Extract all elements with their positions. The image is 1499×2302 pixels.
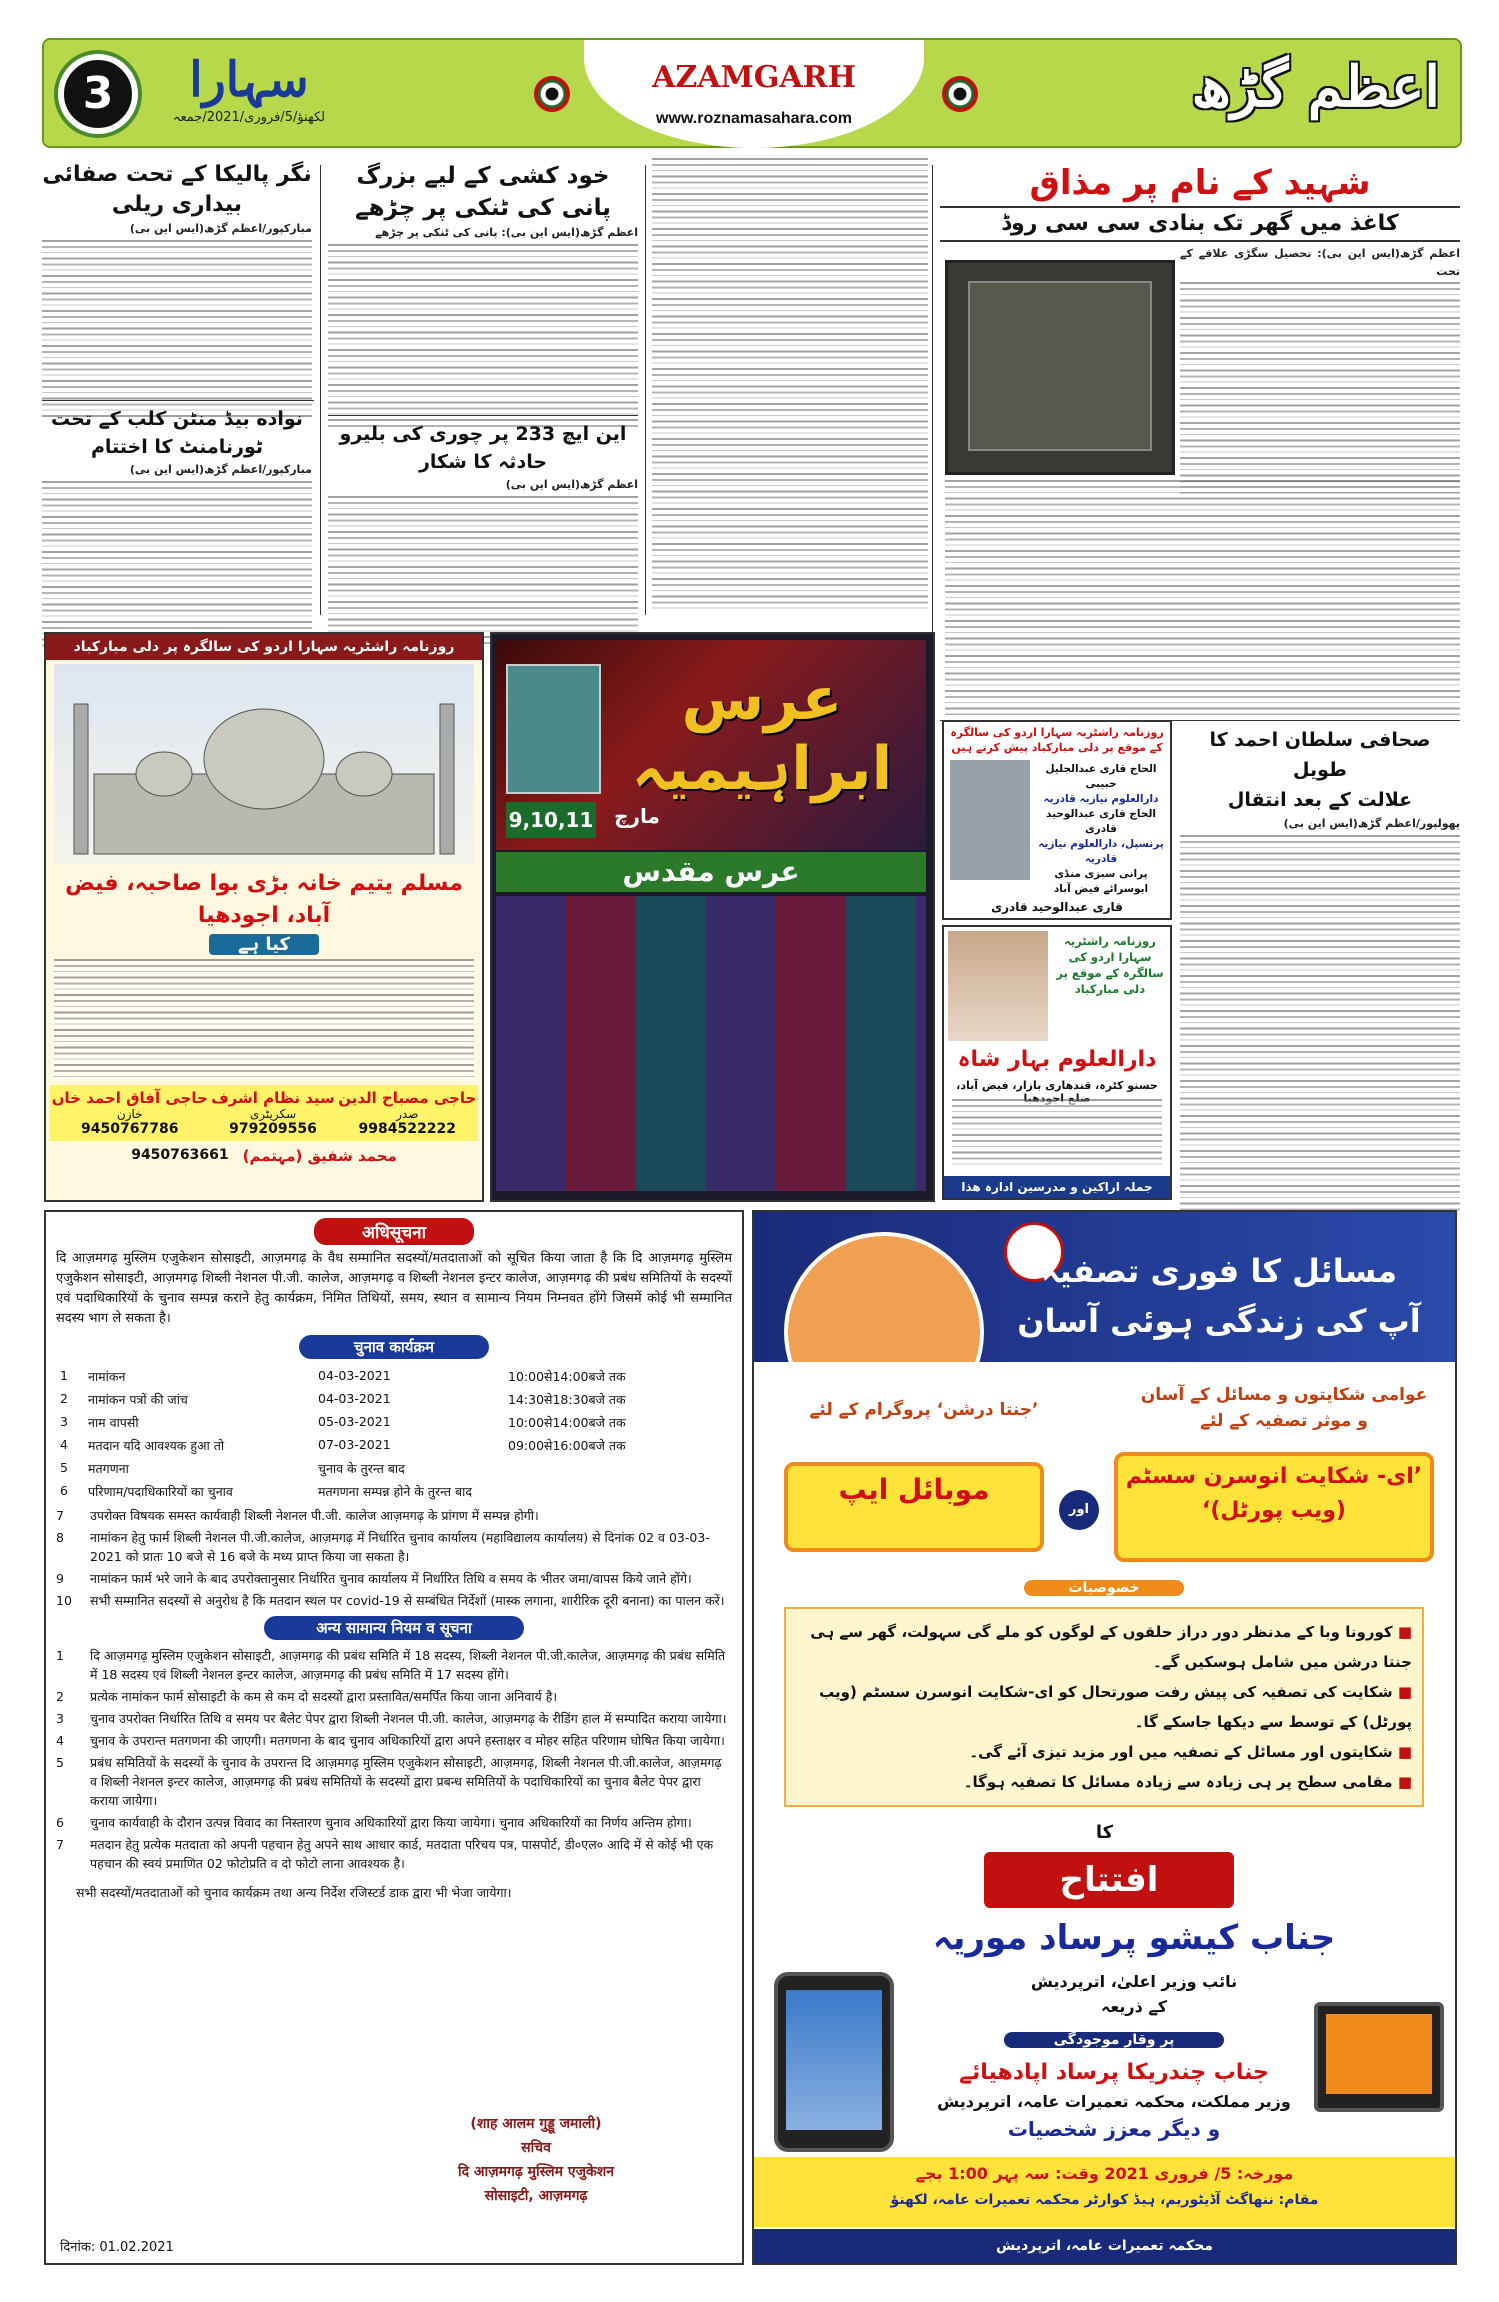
- website-link[interactable]: www.roznamasahara.com: [656, 110, 852, 127]
- schedule-row: [56, 1365, 726, 1388]
- headline: نگر پالیکا کے تحت صفائی بیداری ریلی: [42, 162, 312, 217]
- point-number: 7: [56, 1837, 64, 1852]
- schedule-n: 4: [60, 1437, 68, 1452]
- point-text: प्रबंध समितियों के सदस्यों के चुनाव के उपरान्त दि आज़मगढ़ मुस्लिम एजुकेशन सोसाइटी, आज़मगढ़, शिब्ली नेशनल पी.जी.कालेज, आज़मगढ़ व शिब्ली नेशनल इन्टर कालेज, आज़मगढ़ की प्रबंध समितियों के सदस्यों द्वारा प्रबन्ध समितियों के पदाधिकारियों का चुनाव बैलेट पेपर द्वारा कराया जायेगा।: [90, 1755, 722, 1808]
- dateline: اعظم گڑھ(ایس این بی): تحصیل سگڑی علاقے کے تحت: [1180, 247, 1460, 278]
- schedule-n: 3: [60, 1414, 68, 1429]
- wheel-icon: [942, 76, 978, 112]
- notice-title: अधिसूचना: [314, 1218, 474, 1245]
- article-journalist: [1180, 725, 1460, 1215]
- janta-darshan-caption: ’جنتا درشن‘ پروگرام کے لئے: [809, 1400, 1039, 1420]
- ad-government: [752, 1210, 1457, 2265]
- article-body: [328, 244, 638, 430]
- feature-item: [796, 1677, 1412, 1737]
- feature-item: [796, 1737, 1412, 1767]
- urs-subtitle: عرس مقدس: [496, 852, 926, 892]
- ad-address: حسنو کٹرہ، قندھاری بازار، فیض آباد،: [956, 1079, 1158, 1092]
- signature-block: (शाह आलम गुड्डू जमाली) सचिव दि आज़मगढ़ मुस्लिम एजुकेशन सोसाइटी, आज़मगढ़: [458, 2116, 614, 2204]
- column-divider: [320, 165, 321, 615]
- notice-closing: सभी सदस्यों/मतदाताओं को चुनाव कार्यक्रम तथा अन्य निर्देश रजिस्टर्ड डाक द्वारा भी भेजा जायेगा।: [76, 1885, 512, 1900]
- headline: شہید کے نام پر مذاق: [1029, 163, 1371, 203]
- schedule-row: [56, 1457, 726, 1480]
- schedule-n: 5: [60, 1460, 68, 1475]
- rules-title: अन्य सामान्य नियम व सूचना: [264, 1616, 524, 1640]
- schedule-date: चुनाव के तुरन्त बाद: [318, 1461, 405, 1476]
- numbered-point: [56, 1753, 732, 1810]
- phone-illustration: [774, 1972, 894, 2152]
- dateline: مبارکپور/اعظم گڑھ(ایس این بی): [129, 222, 312, 235]
- article-body: [1180, 282, 1460, 497]
- point-text: चुनाव कार्यवाही के दौरान उत्पन्न विवाद का निस्तारण चुनाव अधिकारियों द्वारा किया जायेगा। चुनाव अधिकारियों का निर्णय अन्तिम होगा।: [90, 1815, 692, 1830]
- point-text: प्रत्येक नामांकन फार्म सोसाइटी के कम से कम दो सदस्यों द्वारा प्रस्तावित/समर्पित किया जाना अनिवार्य है।: [90, 1689, 558, 1704]
- schedule-item: नामांकन पत्रों की जांच: [88, 1392, 188, 1407]
- ka-label: کا: [1095, 1822, 1114, 1843]
- divider: [42, 400, 314, 401]
- chief-guest-by: کے ذریعہ: [1100, 1997, 1168, 2016]
- ad-manager: محمد شفیق (مہتمم) 9450763661: [131, 1147, 397, 1165]
- ad-niyaziya: [942, 720, 1172, 920]
- city-name-english: AZAMGARH: [652, 60, 856, 95]
- ad-urs: [490, 632, 935, 1202]
- portrait-photo: [950, 760, 1030, 880]
- point-text: चुनाव उपरोक्त निर्धारित तिथि व समय पर बैलेट पेपर द्वारा शिब्ली नेशनल पी.जी. कालेज, आज़मगढ़ के रीडिंग हाल में सम्पादित कराया जायेगा।: [90, 1711, 727, 1726]
- schedule-n: 6: [60, 1483, 68, 1498]
- govt-headline-2: آپ کی زندگی ہوئی آسان: [1017, 1302, 1421, 1340]
- ad-sub: کیا ہے: [209, 934, 319, 955]
- dateline: اعظم گڑھ(ایس این بی): [505, 478, 638, 491]
- article-shaheed-body-2: [945, 480, 1460, 715]
- bullet-icon: ■: [1392, 1773, 1412, 1791]
- feature-text: شکایت کی تصفیہ کی پیش رفت صورتحال کو ای-شکایت انوسرن سسٹم (ویب پورٹل) کے توسط سے دیکھا جاسکے گا۔: [819, 1683, 1412, 1731]
- point-text: नामांकन हेतु फार्म शिब्ली नेशनल पी.जी.कालेज, आज़मगढ़ में निर्धारित चुनाव कार्यालय (महाविद्यालय कार्यालय) से दिनांक 02 व 03-03-2021 को प्रातः 10 बजे से 16 बजे के मध्य प्राप्त किया जा सकता है।: [90, 1530, 710, 1564]
- feature-text: کورونا وبا کے مدنظر دور دراز حلقوں کے لوگوں کو ملے گی سہولت، گھر سے ہی جنتا درشن میں شامل ہوسکیں گے۔: [810, 1623, 1412, 1671]
- headline-2: علالت کے بعد انتقال: [1227, 789, 1413, 811]
- notice-points: [46, 1506, 742, 1610]
- schedule-time: 10:00से14:00बजे तक: [508, 1369, 626, 1384]
- point-text: उपरोक्त विषयक समस्त कार्यवाही शिब्ली नेशनल पी.जी. कालेज आज़मगढ़ के प्रांगण में सम्पन्न होगी।: [90, 1508, 539, 1523]
- ad-bahar-name: دارالعلوم بہار شاہ: [957, 1047, 1157, 1072]
- schedule-date: 07-03-2021: [318, 1437, 391, 1452]
- govt-footer: محکمہ تعمیرات عامہ، اترپردیش: [754, 2229, 1455, 2263]
- schedule-time: 14:30से18:30बजे तक: [508, 1392, 626, 1407]
- schedule-time: 09:00से16:00बजे तक: [508, 1438, 626, 1453]
- person: حاجی مصباح الدین صدر 9984522222: [338, 1089, 477, 1137]
- notice-election: [44, 1210, 744, 2265]
- shrine-photo: [506, 664, 601, 794]
- subhead: کاغذ میں گھر تک بنادی سی سی روڈ: [940, 206, 1460, 242]
- article-nagar-palika: [42, 160, 312, 420]
- inauguration-label: افتتاح: [984, 1852, 1234, 1908]
- presence-title: پر وقار موجودگی: [1004, 2032, 1224, 2048]
- ad-banner: روزنامہ راشٹریہ سہارا اردو کی سالگرہ کے موقع پر دلی مبارکباد: [1056, 934, 1164, 996]
- headline: خود کشی کے لیے بزرگ پانی کی ٹنکی پر چڑھے: [355, 163, 611, 221]
- urs-dates: 9,10,11: [506, 802, 596, 838]
- point-number: 7: [56, 1508, 64, 1523]
- plaque-photo: [945, 260, 1175, 475]
- point-number: 8: [56, 1530, 64, 1545]
- article-nawada: [42, 405, 312, 649]
- dateline: پھولپور/اعظم گڑھ(ایس این بی): [1283, 817, 1460, 830]
- mobile-app-box[interactable]: موبائل ایپ: [784, 1462, 1044, 1552]
- dateline: اعظم گڑھ(ایس این بی): پانی کی ٹنکی پر چڑھے: [375, 226, 638, 239]
- article-shaheed-body: [1180, 245, 1460, 497]
- point-number: 10: [56, 1593, 72, 1608]
- features-list: [784, 1607, 1424, 1807]
- other-dignitaries: و دیگر معزز شخصیات: [1007, 2117, 1221, 2141]
- feature-item: [796, 1767, 1412, 1797]
- article-body: [1180, 835, 1460, 1215]
- person: سید نظام اشرف سکریٹری 979209556: [211, 1089, 335, 1137]
- urs-title: عرس ابراہیمیہ: [631, 664, 893, 804]
- article-body: [42, 481, 312, 649]
- numbered-point: [56, 1813, 732, 1832]
- chief-guest-name: جناب کیشو پرساد موریہ: [932, 1918, 1336, 1958]
- point-text: दि आज़मगढ़ मुस्लिम एजुकेशन सोसाइटी, आज़मगढ़ की प्रबंध समिति में 18 सदस्य, शिब्ली नेशनल पी.जी.कालेज, आज़मगढ़ की प्रबंध समिति में 18 सदस्य एवं शिब्ली नेशनल इन्टर कालेज, आज़मगढ़ की प्रबंध समिति में 17 सदस्य होंगे।: [90, 1648, 726, 1682]
- point-number: 4: [56, 1733, 64, 1748]
- edition-date: لکھنؤ/5/فروری/2021/جمعہ: [172, 110, 326, 125]
- schedule-date: 04-03-2021: [318, 1391, 391, 1406]
- schedule-item: परिणाम/पदाधिकारियों का चुनाव: [88, 1484, 233, 1499]
- point-text: चुनाव के उपरान्त मतगणना की जाएगी। मतगणना के बाद चुनाव अधिकारियों द्वारा अपने हस्ताक्षर व मोहर सहित परिणाम घोषित किया जायेगा।: [90, 1733, 725, 1748]
- schedule-row: [56, 1434, 726, 1457]
- event-venue: مقام: ننھاگٹ آڈیٹوریم، ہیڈ کوارٹر محکمہ تعمیرات عامہ، لکھنؤ: [890, 2192, 1319, 2208]
- numbered-point: [56, 1646, 732, 1684]
- notice-date: दिनांक: 01.02.2021: [60, 2240, 174, 2255]
- schedule-time: [504, 1457, 726, 1480]
- divider: [328, 415, 638, 416]
- schedule-date: 04-03-2021: [318, 1368, 391, 1383]
- headline: نواده بیڈ منٹن کلب کے تحت ٹورنامنٹ کا اختتام: [51, 408, 303, 458]
- header-center: [584, 40, 924, 148]
- feature-item: [796, 1617, 1412, 1677]
- building-photo: [948, 931, 1048, 1041]
- urs-details: [496, 896, 926, 1191]
- photo-caption: قاری عبدالوحید قادری: [991, 900, 1123, 914]
- event-datetime: مورخہ: 5/ فروری 2021 وقت: سہ پہر 1:00 بجے: [915, 2164, 1294, 2183]
- schedule-time: [504, 1480, 726, 1503]
- masthead: [42, 38, 1462, 148]
- feature-text: مقامی سطح پر ہی زیادہ سے زیادہ مسائل کا تصفیہ ہوگا۔: [963, 1773, 1393, 1791]
- article-shaheed: [940, 160, 1460, 242]
- schedule-row: [56, 1480, 726, 1503]
- point-number: 2: [56, 1689, 64, 1704]
- numbered-point: [56, 1591, 732, 1610]
- ad-orphanage-name: مسلم یتیم خانہ بڑی بوا صاحبہ، فیض آباد، اجودھیا: [65, 871, 463, 928]
- ad-banner: روزنامہ راشٹریہ سہارا اردو کی سالگرہ کے موقع پر دلی مبارکباد پیش کرتے ہیں: [950, 726, 1164, 754]
- ad-banner: روزنامہ راشٹریہ سہارا اردو کی سالگرہ پر دلی مبارکباد: [46, 634, 482, 660]
- mosque-drawing: [54, 664, 474, 864]
- numbered-point: [56, 1835, 732, 1873]
- guest-role: وزیر مملکت، محکمہ تعمیرات عامہ، اترپردیش: [937, 2092, 1291, 2111]
- bullet-icon: ■: [1392, 1743, 1412, 1761]
- numbered-point: [56, 1506, 732, 1525]
- point-number: 1: [56, 1648, 64, 1663]
- schedule-date: मतगणना सम्पन्न होने के तुरन्त बाद: [318, 1484, 473, 1499]
- article-nh233: [328, 420, 638, 646]
- headline: این ایچ 233 پر چوری کی بلیرو حادثہ کا شکار: [339, 423, 627, 473]
- person: حاجی آفاق احمد خاں خازن 9450767786: [51, 1089, 208, 1137]
- schedule-table: [56, 1365, 726, 1503]
- ad-orphanage: [44, 632, 484, 1202]
- point-number: 9: [56, 1571, 64, 1586]
- schedule-row: [56, 1411, 726, 1434]
- ad-body: [54, 959, 474, 1079]
- point-number: 5: [56, 1755, 64, 1770]
- point-text: सभी सम्मानित सदस्यों से अनुरोध है कि मतदान स्थल पर covid-19 से सम्बंधित निर्देशों (मास्क लगाना, शारीरिक दूरी बनाना) का पालन करें।: [90, 1593, 725, 1608]
- ad-names: [952, 1099, 1162, 1169]
- article-body: [652, 158, 928, 613]
- numbered-point: [56, 1709, 732, 1728]
- column-divider: [645, 165, 646, 615]
- schedule-title: चुनाव कार्यक्रम: [299, 1335, 489, 1359]
- notice-intro: दि आज़मगढ़ मुस्लिम एजुकेशन सोसाइटी, आज़मगढ़ के वैध सम्मानित सदस्यों/मतदाताओं को सूचित किया जाता है कि दि आज़मगढ़ मुस्लिम एजुकेशन सोसाइटी, आज़मगढ़ शिब्ली नेशनल पी.जी. कालेज, आज़मगढ़ व शिब्ली नेशनल इन्टर कालेज, आज़मगढ़ की प्रबंध समितियों के सदस्यों एवं पदाधिकारियों के चुनाव सम्पन्न कराने हेतु कार्यक्रम, निमित तिथियों, समय, स्थान व सामान्य नियम निम्नवत होंगे जिसमें कोई भी सम्मानित सदस्य भाग ले सकता है।: [56, 1251, 732, 1326]
- point-text: मतदान हेतु प्रत्येक मतदाता को अपनी पहचान हेतु अपने साथ आधार कार्ड, मतदाता परिचय पत्र, पासपोर्ट, डी०एल० आदि में से कोई भी एक पहचान की स्वयं प्रमाणित 02 फोटोप्रति व दो फोटो लाना आवश्यक है।: [90, 1837, 714, 1871]
- notice-rules: [46, 1646, 742, 1873]
- feature-text: شکایتوں اور مسائل کے تصفیہ میں اور مزید تیزی آئے گی۔: [969, 1743, 1393, 1761]
- or-badge: اور: [1059, 1490, 1099, 1530]
- schedule-item: मतदान यदि आवश्यक हुआ तो: [88, 1438, 225, 1453]
- features-title: خصوصیات: [1024, 1580, 1184, 1596]
- complaint-caption: عوامی شکایتوں و مسائل کے آسان و موثر تصفیہ کے لئے: [1140, 1385, 1428, 1431]
- schedule-item: नामांकन: [88, 1369, 126, 1384]
- article-body: [42, 240, 312, 420]
- numbered-point: [56, 1569, 732, 1588]
- point-text: नामांकन फार्म भरे जाने के बाद उपरोक्तानुसार निर्धारित चुनाव कार्यालय में निर्धारित तिथि व समय के भीतर जमा/वापस किये जाने होंगे।: [90, 1571, 692, 1586]
- numbered-point: [56, 1687, 732, 1706]
- article-body: [328, 496, 638, 646]
- wheel-icon: [534, 76, 570, 112]
- ad-text: الحاج قاری عبدالجلیل حبیبی دارالعلوم نیازیہ قادریہ الحاج قاری عبدالوحید قادری پرنسپل، دارالعلوم نیازیہ قادریہ پرانی سبزی منڈی ابوسرائے فیض آباد: [1038, 763, 1164, 895]
- page-number: 3: [58, 54, 138, 134]
- numbered-point: [56, 1528, 732, 1566]
- sahara-logo: سہارا: [189, 52, 309, 108]
- urs-month: مارچ: [614, 804, 660, 828]
- point-number: 6: [56, 1815, 64, 1830]
- schedule-date: 05-03-2021: [318, 1414, 391, 1429]
- headline: صحافی سلطان احمد کا طویل: [1209, 729, 1431, 781]
- schedule-item: मतगणना: [88, 1461, 129, 1476]
- bullet-icon: ■: [1392, 1683, 1412, 1701]
- ad-bahar-shah: [942, 925, 1172, 1200]
- schedule-row: [56, 1388, 726, 1411]
- web-portal-box[interactable]: ’ای- شکایت انوسرن سسٹم (ویب پورٹل)‘: [1114, 1452, 1434, 1562]
- bullet-icon: ■: [1392, 1623, 1412, 1641]
- article-suicide: [328, 160, 638, 430]
- schedule-time: 10:00से14:00बजे तक: [508, 1415, 626, 1430]
- article-nh233-continued: [652, 158, 928, 613]
- city-name-urdu: اعظم گڑھ: [1191, 54, 1440, 120]
- govt-headline: مسائل کا فوری تصفیہ: [1040, 1252, 1398, 1290]
- chief-guest-role: نائب وزیر اعلیٰ، اترپردیش: [1030, 1972, 1238, 1991]
- ad-footer: جملہ اراکین و مدرسین ادارہ ھذا: [944, 1176, 1170, 1198]
- point-number: 3: [56, 1711, 64, 1726]
- numbered-point: [56, 1731, 732, 1750]
- guest-name: جناب چندریکا پرساد اپادھیائے: [959, 2060, 1269, 2085]
- schedule-item: नाम वापसी: [88, 1415, 139, 1430]
- ad-people: [50, 1085, 478, 1141]
- schedule-n: 1: [60, 1368, 68, 1383]
- dateline: مبارکپور/اعظم گڑھ(ایس این بی): [129, 463, 312, 476]
- schedule-n: 2: [60, 1391, 68, 1406]
